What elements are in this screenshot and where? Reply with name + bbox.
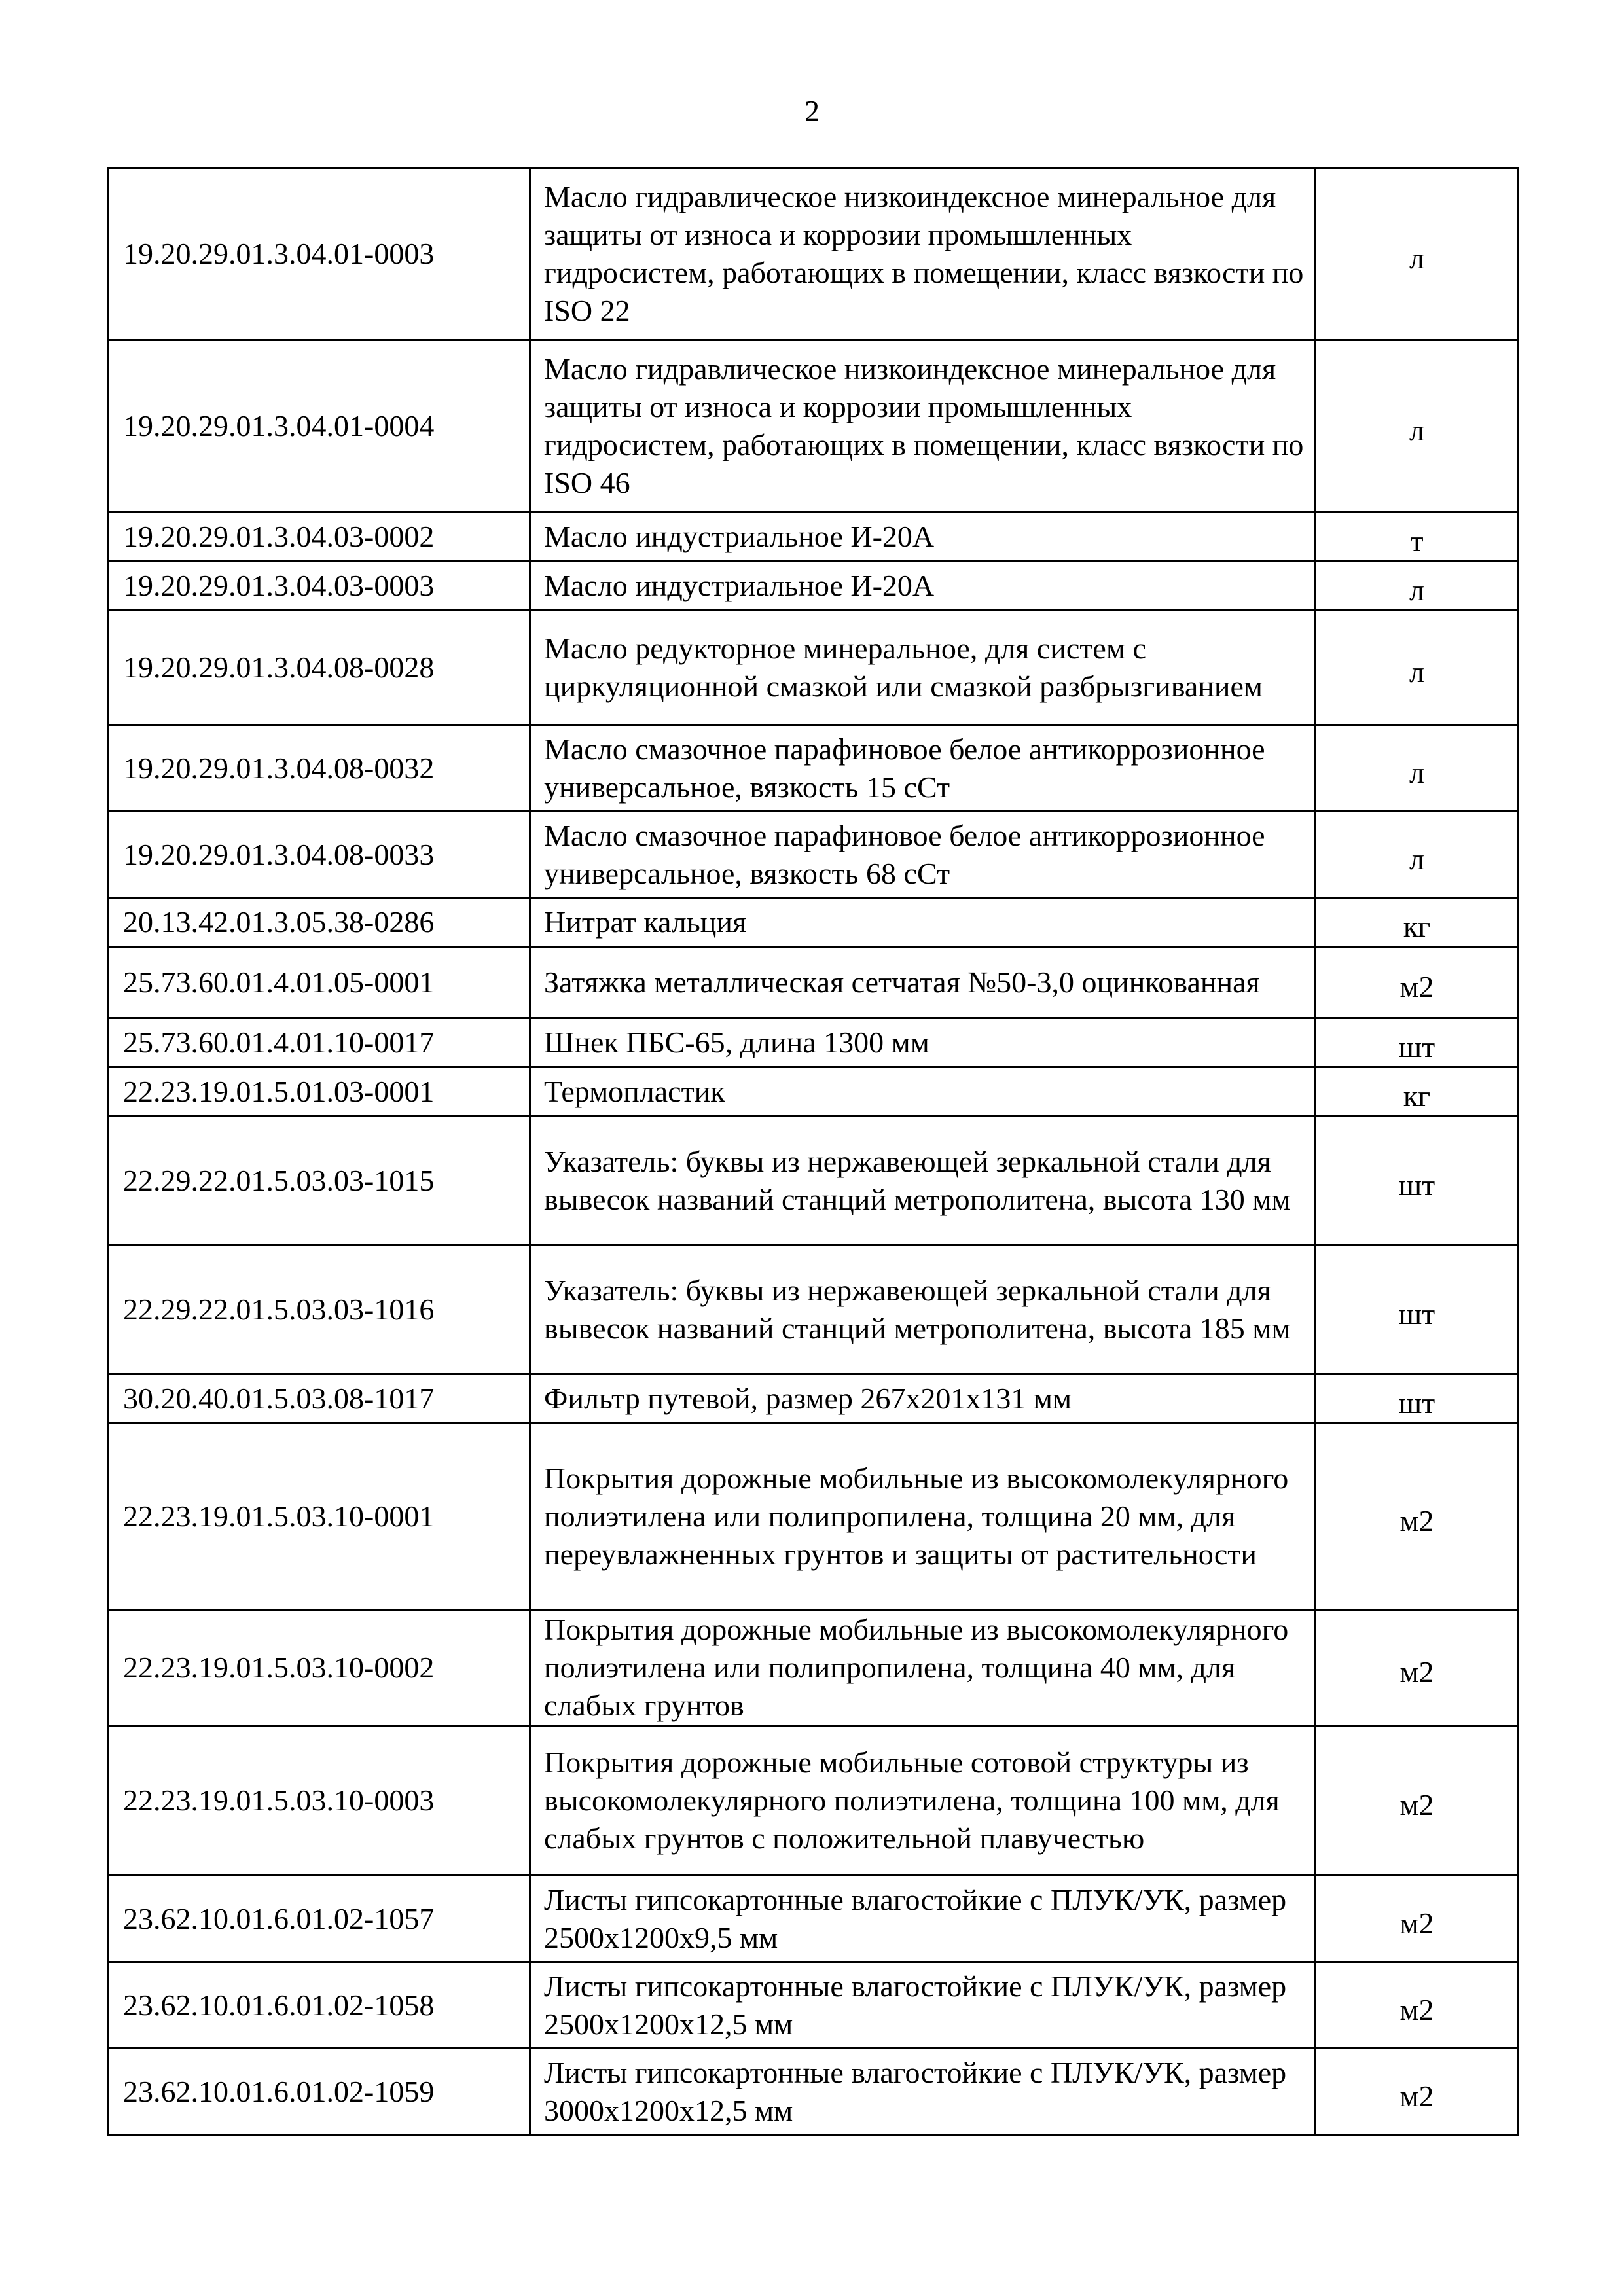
- row-description: Шнек ПБС-65, длина 1300 мм: [530, 1018, 1316, 1067]
- row-description: Указатель: буквы из нержавеющей зеркальной стали для вывесок названий станций метрополитена, высота 185 мм: [530, 1246, 1316, 1374]
- row-description: Масло смазочное парафиновое белое антикоррозионное универсальное, вязкость 68 сСт: [530, 812, 1316, 898]
- table-row: [108, 340, 1519, 512]
- row-unit: л: [1316, 812, 1519, 898]
- row-code: 25.73.60.01.4.01.05-0001: [108, 947, 530, 1018]
- row-code: 23.62.10.01.6.01.02-1059: [108, 2049, 530, 2135]
- table-row: [108, 1018, 1519, 1067]
- row-unit: м2: [1316, 1876, 1519, 1962]
- row-description: Затяжка металлическая сетчатая №50-3,0 оцинкованная: [530, 947, 1316, 1018]
- table-row: [108, 898, 1519, 947]
- table-row: [108, 725, 1519, 812]
- row-code: 25.73.60.01.4.01.10-0017: [108, 1018, 530, 1067]
- row-description: Покрытия дорожные мобильные из высокомолекулярного полиэтилена или полипропилена, толщина 20 мм, для переувлажненных грунтов и защиты от растительности: [530, 1424, 1316, 1610]
- row-description: Масло индустриальное И-20А: [530, 562, 1316, 611]
- row-description: Покрытия дорожные мобильные из высокомолекулярного полиэтилена или полипропилена, толщина 40 мм, для слабых грунтов: [530, 1610, 1316, 1726]
- row-description: Покрытия дорожные мобильные сотовой структуры из высокомолекулярного полиэтилена, толщина 100 мм, для слабых грунтов с положительной плавучестью: [530, 1726, 1316, 1876]
- row-description: Листы гипсокартонные влагостойкие с ПЛУК/УК, размер 2500х1200х12,5 мм: [530, 1962, 1316, 2049]
- materials-table-body: [108, 168, 1519, 2135]
- row-unit: м2: [1316, 2049, 1519, 2135]
- row-code: 19.20.29.01.3.04.03-0003: [108, 562, 530, 611]
- row-unit: шт: [1316, 1374, 1519, 1424]
- row-unit: л: [1316, 340, 1519, 512]
- row-unit: л: [1316, 168, 1519, 340]
- row-description: Термопластик: [530, 1067, 1316, 1117]
- row-code: 23.62.10.01.6.01.02-1058: [108, 1962, 530, 2049]
- table-row: [108, 947, 1519, 1018]
- row-unit: л: [1316, 725, 1519, 812]
- row-code: 22.23.19.01.5.03.10-0002: [108, 1610, 530, 1726]
- table-row: [108, 1117, 1519, 1246]
- materials-table: [107, 167, 1519, 2136]
- row-unit: л: [1316, 611, 1519, 725]
- row-unit: кг: [1316, 1067, 1519, 1117]
- row-unit: м2: [1316, 1424, 1519, 1610]
- table-row: [108, 1726, 1519, 1876]
- row-code: 22.23.19.01.5.03.10-0003: [108, 1726, 530, 1876]
- table-row: [108, 611, 1519, 725]
- row-unit: м2: [1316, 1726, 1519, 1876]
- row-description: Масло смазочное парафиновое белое антикоррозионное универсальное, вязкость 15 сСт: [530, 725, 1316, 812]
- row-code: 19.20.29.01.3.04.01-0004: [108, 340, 530, 512]
- row-unit: т: [1316, 512, 1519, 562]
- row-unit: м2: [1316, 1610, 1519, 1726]
- row-code: 30.20.40.01.5.03.08-1017: [108, 1374, 530, 1424]
- row-code: 19.20.29.01.3.04.03-0002: [108, 512, 530, 562]
- table-row: [108, 1374, 1519, 1424]
- row-description: Масло редукторное минеральное, для систем с циркуляционной смазкой или смазкой разбрызгиванием: [530, 611, 1316, 725]
- row-code: 23.62.10.01.6.01.02-1057: [108, 1876, 530, 1962]
- row-code: 19.20.29.01.3.04.08-0028: [108, 611, 530, 725]
- row-code: 19.20.29.01.3.04.01-0003: [108, 168, 530, 340]
- table-row: [108, 168, 1519, 340]
- row-unit: шт: [1316, 1117, 1519, 1246]
- table-row: [108, 512, 1519, 562]
- row-unit: л: [1316, 562, 1519, 611]
- row-description: Нитрат кальция: [530, 898, 1316, 947]
- row-code: 22.29.22.01.5.03.03-1015: [108, 1117, 530, 1246]
- row-code: 19.20.29.01.3.04.08-0033: [108, 812, 530, 898]
- table-row: [108, 562, 1519, 611]
- row-description: Указатель: буквы из нержавеющей зеркальной стали для вывесок названий станций метрополитена, высота 130 мм: [530, 1117, 1316, 1246]
- row-description: Листы гипсокартонные влагостойкие с ПЛУК/УК, размер 2500х1200х9,5 мм: [530, 1876, 1316, 1962]
- row-code: 22.23.19.01.5.01.03-0001: [108, 1067, 530, 1117]
- row-code: 19.20.29.01.3.04.08-0032: [108, 725, 530, 812]
- table-row: [108, 1962, 1519, 2049]
- table-row: [108, 2049, 1519, 2135]
- row-description: Фильтр путевой, размер 267х201х131 мм: [530, 1374, 1316, 1424]
- row-description: Масло гидравлическое низкоиндексное минеральное для защиты от износа и коррозии промышленных гидросистем, работающих в помещении, класс вязкости по ISO 46: [530, 340, 1316, 512]
- table-row: [108, 1067, 1519, 1117]
- table-row: [108, 1876, 1519, 1962]
- table-row: [108, 812, 1519, 898]
- row-code: 22.23.19.01.5.03.10-0001: [108, 1424, 530, 1610]
- row-code: 22.29.22.01.5.03.03-1016: [108, 1246, 530, 1374]
- row-unit: кг: [1316, 898, 1519, 947]
- row-description: Масло индустриальное И-20А: [530, 512, 1316, 562]
- table-row: [108, 1424, 1519, 1610]
- row-unit: шт: [1316, 1018, 1519, 1067]
- table-row: [108, 1246, 1519, 1374]
- row-unit: шт: [1316, 1246, 1519, 1374]
- row-unit: м2: [1316, 947, 1519, 1018]
- row-description: Листы гипсокартонные влагостойкие с ПЛУК/УК, размер 3000х1200х12,5 мм: [530, 2049, 1316, 2135]
- row-unit: м2: [1316, 1962, 1519, 2049]
- table-row: [108, 1610, 1519, 1726]
- row-description: Масло гидравлическое низкоиндексное минеральное для защиты от износа и коррозии промышленных гидросистем, работающих в помещении, класс вязкости по ISO 22: [530, 168, 1316, 340]
- row-code: 20.13.42.01.3.05.38-0286: [108, 898, 530, 947]
- page-number: 2: [804, 94, 820, 128]
